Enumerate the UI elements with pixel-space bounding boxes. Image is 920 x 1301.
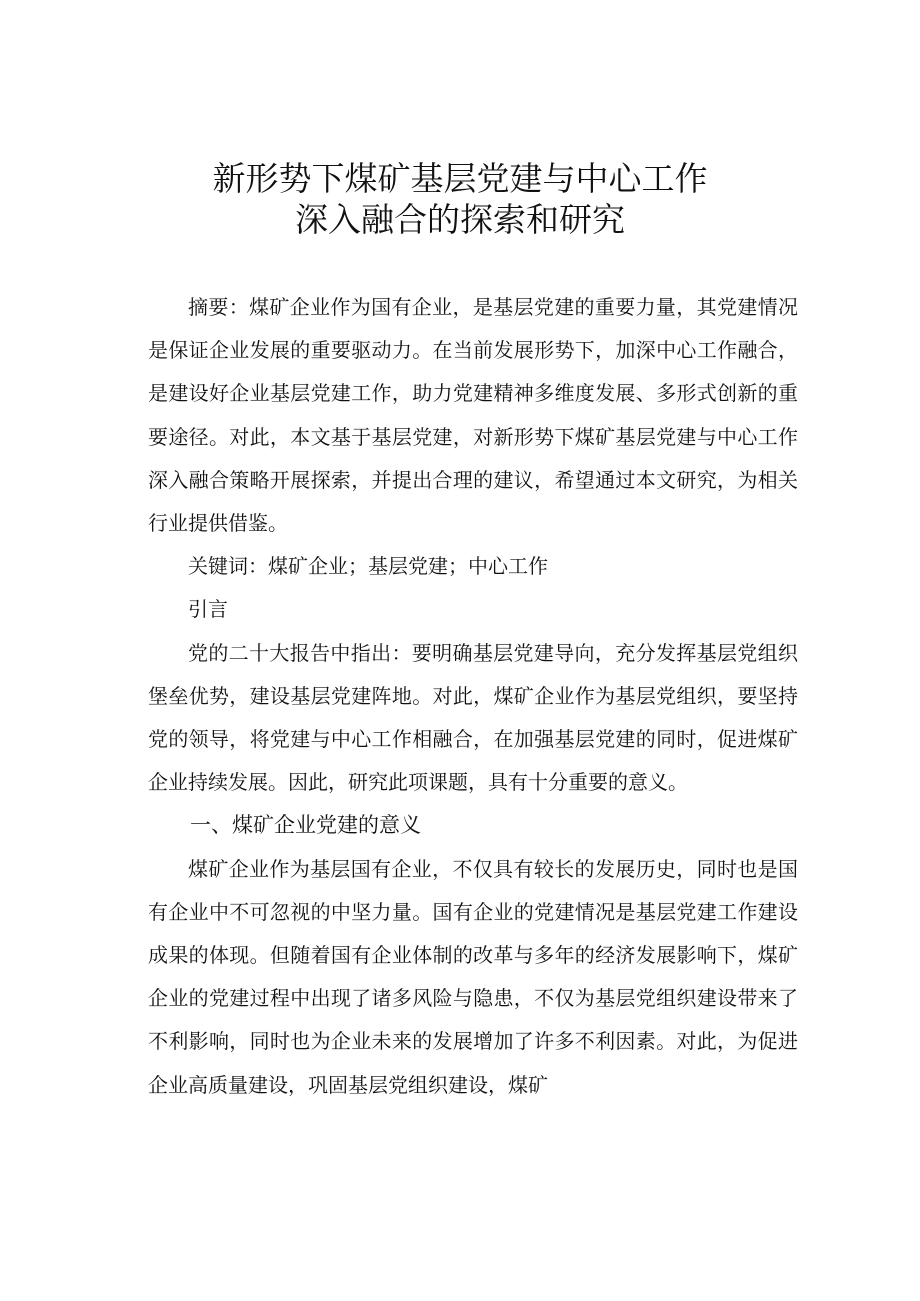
intro-heading: 引言 xyxy=(188,597,228,622)
keywords-line: 关键词：煤矿企业；基层党建；中心工作 xyxy=(188,554,548,579)
document-title-line-1: 新形势下煤矿基层党建与中心工作 xyxy=(212,159,708,198)
section-1-paragraph: 煤矿企业作为基层国有企业，不仅具有较长的发展历史，同时也是国有企业中不可忽视的中坚力量。国有企业的党建情况是基层党建工作建设成果的体现。但随着国有企业体制的改革与多年的经济发展影响下，煤矿企业的党建过程中出现了诸多风险与隐患，不仅为基层党组织建设带来了不利影响，同时也为企业未来的发展增加了许多不利因素。对此，为促进企业高质量建设，巩固基层党组织建设，煤矿 xyxy=(148,856,798,1097)
document-title-line-2: 深入融合的探索和研究 xyxy=(295,200,625,239)
document-body xyxy=(148,286,798,1107)
intro-paragraph: 党的二十大报告中指出：要明确基层党建导向，充分发挥基层党组织堡垒优势，建设基层党建阵地。对此，煤矿企业作为基层党组织，要坚持党的领导，将党建与中心工作相融合，在加强基层党建的同时，促进煤矿企业持续发展。因此，研究此项课题，具有十分重要的意义。 xyxy=(148,640,798,795)
section-1-heading: 一、煤矿企业党建的意义 xyxy=(190,813,421,838)
abstract-paragraph: 摘要：煤矿企业作为国有企业，是基层党建的重要力量，其党建情况是保证企业发展的重要驱动力。在当前发展形势下，加深中心工作融合，是建设好企业基层党建工作，助力党建精神多维度发展、多形式创新的重要途径。对此，本文基于基层党建，对新形势下煤矿基层党建与中心工作深入融合策略开展探索，并提出合理的建议，希望通过本文研究，为相关行业提供借鉴。 xyxy=(148,295,798,536)
